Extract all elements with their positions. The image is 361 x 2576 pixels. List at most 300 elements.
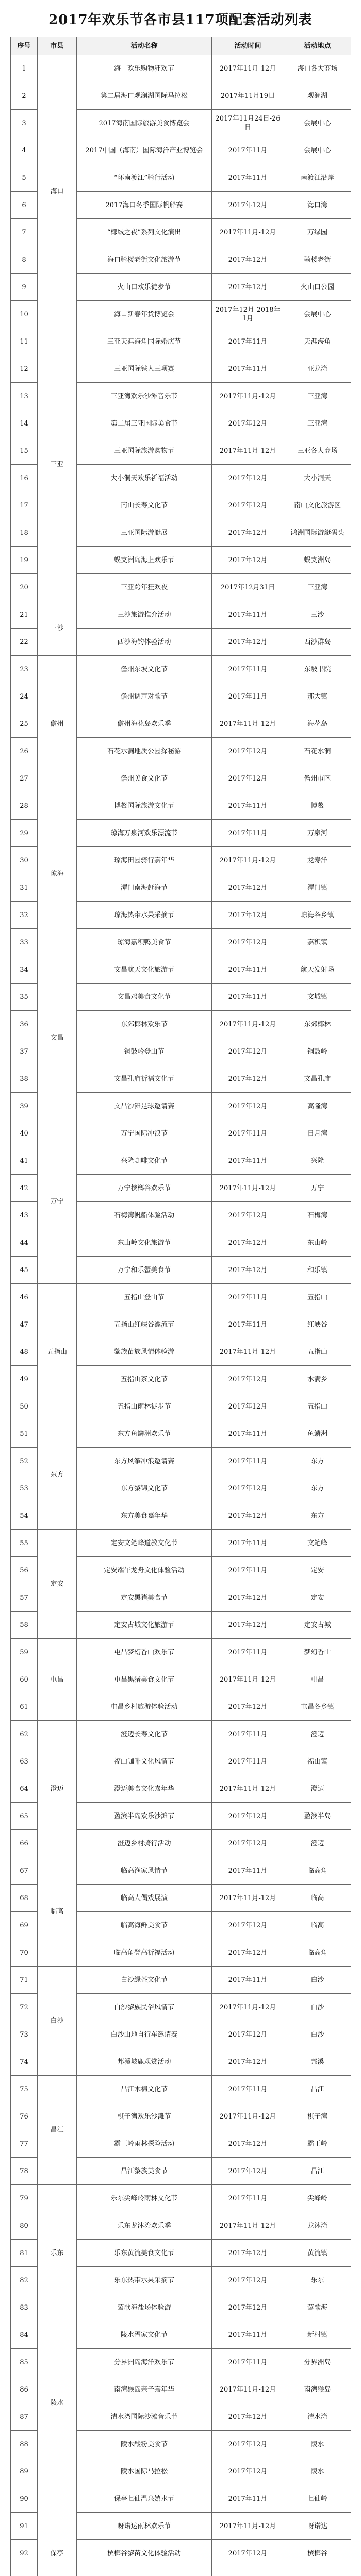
cell-no: 86 [11, 2376, 38, 2403]
cell-time: 2017年11月 [212, 2349, 284, 2376]
cell-name: 万宁槟榔谷欢乐节 [77, 1175, 212, 1202]
cell-place: 五指山 [284, 1338, 351, 1366]
cell-time: 2017年12月 [212, 1803, 284, 1830]
cell-time: 2017年11月 [212, 601, 284, 629]
cell-place: 澄迈 [284, 1721, 351, 1748]
cell-name: 邦溪坡鹿观赏活动 [77, 2048, 212, 2076]
cell-no: 2 [11, 82, 38, 110]
cell-name: 三亚天涯海角国际婚庆节 [77, 328, 212, 355]
cell-no: 75 [11, 2076, 38, 2103]
cell-no: 21 [11, 601, 38, 629]
cell-place: 莺歌海 [284, 2294, 351, 2321]
cell-name: 南山长寿文化节 [77, 492, 212, 519]
cell-name: 文昌航天文化旅游节 [77, 956, 212, 984]
cell-place: 文昌孔庙 [284, 1065, 351, 1093]
cell-name: 琼海热带水果采摘节 [77, 902, 212, 929]
cell-place: 五指山 [284, 1284, 351, 1311]
cell-no: 18 [11, 519, 38, 547]
cell-name: 东方黎锦文化节 [77, 1475, 212, 1502]
cell-name: 屯昌梦幻香山欢乐节 [77, 1639, 212, 1666]
cell-time: 2017年12月 [212, 274, 284, 301]
cell-place: 会展中心 [284, 137, 351, 164]
cell-place: 会展中心 [284, 110, 351, 137]
cell-no: 49 [11, 1366, 38, 1393]
cell-no: 66 [11, 1830, 38, 1857]
cell-city: 屯昌 [38, 1639, 77, 1721]
cell-place: 盈滨半岛 [284, 1803, 351, 1830]
cell-no: 76 [11, 2103, 38, 2130]
cell-no: 29 [11, 820, 38, 847]
cell-no: 89 [11, 2458, 38, 2485]
cell-name: 乐东尖峰岭雨林文化节 [77, 2185, 212, 2212]
header-place: 活动地点 [284, 37, 351, 55]
cell-place: 黄流镇 [284, 2240, 351, 2267]
cell-place: 三沙 [284, 601, 351, 629]
cell-no: 83 [11, 2294, 38, 2321]
cell-name: 临高人偶戏展演 [77, 1885, 212, 1912]
cell-name: 屯昌黑猪美食文化节 [77, 1666, 212, 1693]
cell-time: 2017年12月 [212, 1939, 284, 1967]
cell-time: 2017年12月 [212, 1202, 284, 1229]
cell-no: 64 [11, 1775, 38, 1803]
cell-name: 澄迈乡村骑行活动 [77, 1830, 212, 1857]
cell-name: 海口欢乐购物狂欢节 [77, 55, 212, 82]
cell-name: 儋州调声对歌节 [77, 683, 212, 710]
cell-time: 2017年11月 [212, 2321, 284, 2349]
cell-time: 2017年11月 [212, 1857, 284, 1885]
cell-place: 博鳌 [284, 792, 351, 820]
cell-name: 陵水国际马拉松 [77, 2458, 212, 2485]
cell-name: 大小洞天欢乐祈福活动 [77, 465, 212, 492]
cell-city: 白沙 [38, 1967, 77, 2076]
cell-name: 蜈支洲岛海上欢乐节 [77, 547, 212, 574]
cell-time: 2017年12月 [212, 519, 284, 547]
cell-name: 第二届海口观澜湖国际马拉松 [77, 82, 212, 110]
cell-no: 38 [11, 1065, 38, 1093]
cell-no: 6 [11, 192, 38, 219]
cell-name: 定安文笔峰道教文化节 [77, 1530, 212, 1557]
cell-place: 白沙 [284, 1967, 351, 1994]
cell-place: 亚龙湾 [284, 355, 351, 383]
cell-place: 陵水 [284, 2431, 351, 2458]
cell-time: 2017年12月 [212, 1038, 284, 1065]
cell-no: 79 [11, 2185, 38, 2212]
cell-name: 文昌孔庙祈福文化节 [77, 1065, 212, 1093]
cell-time: 2017年11月 [212, 355, 284, 383]
table-row [11, 328, 351, 355]
cell-no: 42 [11, 1175, 38, 1202]
cell-city: 东方 [38, 1420, 77, 1530]
cell-no: 48 [11, 1338, 38, 1366]
cell-place: 石花水洞 [284, 738, 351, 765]
cell-time: 2017年11月-12月 [212, 2103, 284, 2130]
cell-place: 澄迈 [284, 1775, 351, 1803]
cell-no: 67 [11, 1857, 38, 1885]
cell-time: 2017年12月 [212, 1093, 284, 1120]
cell-time: 2017年11月 [212, 1967, 284, 1994]
cell-place: 日月湾 [284, 1120, 351, 1147]
cell-no: 59 [11, 1639, 38, 1666]
cell-no: 47 [11, 1311, 38, 1338]
cell-time: 2017年11月 [212, 164, 284, 192]
cell-time: 2017年11月 [212, 2076, 284, 2103]
cell-time: 2017年12月 [212, 629, 284, 656]
cell-name: 分界洲岛海洋欢乐节 [77, 2349, 212, 2376]
cell-no: 90 [11, 2485, 38, 2513]
cell-name: 东山岭文化旅游节 [77, 1229, 212, 1257]
cell-no: 10 [11, 301, 38, 328]
cell-place: 骑楼老街 [284, 246, 351, 274]
cell-time: 2017年12月 [212, 2021, 284, 2048]
cell-time: 2017年11月 [212, 137, 284, 164]
cell-time: 2017年12月 [212, 2294, 284, 2321]
cell-time: 2017年12月 [212, 2403, 284, 2431]
cell-name: 南湾猴岛亲子嘉年华 [77, 2376, 212, 2403]
cell-city: 三亚 [38, 328, 77, 601]
cell-place: 南渡江沿岸 [284, 164, 351, 192]
cell-no: 28 [11, 792, 38, 820]
cell-time: 2017年11月-12月 [212, 847, 284, 874]
cell-time: 2017年11月 [212, 984, 284, 1011]
cell-no: 61 [11, 1693, 38, 1721]
cell-no: 20 [11, 574, 38, 601]
cell-name: 博鳌国际旅游文化节 [77, 792, 212, 820]
cell-time: 2017年11月 [212, 656, 284, 683]
cell-name: 琼海田园骑行嘉年华 [77, 847, 212, 874]
cell-no: 91 [11, 2513, 38, 2540]
cell-time: 2017年11月24日-26日 [212, 110, 284, 137]
cell-name: 琼海嘉积鸭美食节 [77, 929, 212, 956]
cell-time: 2017年11月-12月 [212, 219, 284, 246]
cell-place: 大小洞天 [284, 465, 351, 492]
cell-place: 五指山 [284, 1393, 351, 1420]
table-row [11, 1967, 351, 1994]
cell-no: 3 [11, 110, 38, 137]
cell-time: 2017年12月 [212, 492, 284, 519]
cell-name: 五指山雨林徒步节 [77, 1393, 212, 1420]
cell-name: 2017中国（海南）国际海洋产业博览会 [77, 137, 212, 164]
cell-no: 35 [11, 984, 38, 1011]
cell-time [212, 2567, 284, 2576]
cell-name: 东郊椰林欢乐节 [77, 1011, 212, 1038]
cell-name: “椰城之夜”系列文化演出 [77, 219, 212, 246]
cell-time: 2017年12月 [212, 2240, 284, 2267]
cell-no: 69 [11, 1912, 38, 1939]
cell-time: 2017年11月-12月 [212, 437, 284, 465]
cell-time: 2017年11月 [212, 1448, 284, 1475]
cell-city: 保亭 [38, 2485, 77, 2576]
cell-time: 2017年11月 [212, 1147, 284, 1175]
cell-name: 三亚跨年狂欢夜 [77, 574, 212, 601]
cell-no: 56 [11, 1557, 38, 1584]
cell-name: 陵水疍家文化节 [77, 2321, 212, 2349]
cell-place: 东山岭 [284, 1229, 351, 1257]
cell-city: 儋州 [38, 656, 77, 792]
table-row [11, 1420, 351, 1448]
cell-place: 龙寿洋 [284, 847, 351, 874]
table-row [11, 656, 351, 683]
cell-time: 2017年11月 [212, 956, 284, 984]
cell-name: 乐东热带水果采摘节 [77, 2267, 212, 2294]
cell-time: 2017年11月 [212, 2485, 284, 2513]
cell-no: 78 [11, 2158, 38, 2185]
cell-time: 2017年11月 [212, 328, 284, 355]
cell-name: 乐东龙沐湾欢乐季 [77, 2212, 212, 2240]
cell-no: 37 [11, 1038, 38, 1065]
cell-time: 2017年12月 [212, 2431, 284, 2458]
cell-place: 临高角 [284, 1939, 351, 1967]
cell-name: 火山口欢乐徒步节 [77, 274, 212, 301]
cell-time: 2017年12月 [212, 1830, 284, 1857]
cell-city: 五指山 [38, 1284, 77, 1420]
cell-time: 2017年12月 [212, 1229, 284, 1257]
cell-time: 2017年11月-12月 [212, 1175, 284, 1202]
cell-name: 文昌鸡美食文化节 [77, 984, 212, 1011]
cell-no: 72 [11, 1994, 38, 2021]
cell-time: 2017年12月 [212, 1065, 284, 1093]
cell-time: 2017年12月 [212, 1393, 284, 1420]
cell-no: 52 [11, 1448, 38, 1475]
cell-time: 2017年12月 [212, 2540, 284, 2567]
cell-no: 36 [11, 1011, 38, 1038]
cell-place: 乐东 [284, 2267, 351, 2294]
cell-time: 2017年12月 [212, 929, 284, 956]
cell-place: 三亚湾 [284, 383, 351, 410]
cell-no: 30 [11, 847, 38, 874]
cell-name: 陵水酸粉美食节 [77, 2431, 212, 2458]
cell-place: 屯昌各乡镇 [284, 1693, 351, 1721]
cell-no: 57 [11, 1584, 38, 1612]
cell-time: 2017年11月 [212, 792, 284, 820]
cell-time: 2017年11月 [212, 1284, 284, 1311]
cell-place: 三亚湾 [284, 410, 351, 437]
cell-city: 琼海 [38, 792, 77, 956]
cell-place: 三亚湾 [284, 574, 351, 601]
cell-name: 儋州海花岛欢乐季 [77, 710, 212, 738]
cell-place: 文笔峰 [284, 1530, 351, 1557]
cell-name: 屯昌乡村旅游体验活动 [77, 1693, 212, 1721]
cell-name: 海口新春年货博览会 [77, 301, 212, 328]
cell-time: 2017年11月-12月 [212, 383, 284, 410]
table-row [11, 1857, 351, 1885]
cell-name: 铜鼓岭登山节 [77, 1038, 212, 1065]
cell-no: 50 [11, 1393, 38, 1420]
cell-no: 24 [11, 683, 38, 710]
cell-name: 霸王岭雨林探险活动 [77, 2130, 212, 2158]
cell-no: 17 [11, 492, 38, 519]
cell-time: 2017年11月 [212, 1557, 284, 1584]
cell-no: 7 [11, 219, 38, 246]
cell-name: 东方美食嘉年华 [77, 1502, 212, 1530]
cell-no: 92 [11, 2540, 38, 2567]
cell-no: 4 [11, 137, 38, 164]
table-row [11, 2076, 351, 2103]
cell-name: 乐东黄流美食文化节 [77, 2240, 212, 2267]
cell-no: 9 [11, 274, 38, 301]
cell-time: 2017年12月 [212, 2267, 284, 2294]
cell-place: 琼海各乡镇 [284, 902, 351, 929]
cell-time: 2017年11月-12月 [212, 1666, 284, 1693]
cell-name: 潭门南海赶海节 [77, 874, 212, 902]
cell-no: 88 [11, 2431, 38, 2458]
header-city: 市县 [38, 37, 77, 55]
cell-time: 2017年12月 [212, 1612, 284, 1639]
cell-no: 81 [11, 2240, 38, 2267]
table-row [11, 2321, 351, 2349]
table-row [11, 2485, 351, 2513]
cell-time: 2017年11月 [212, 820, 284, 847]
cell-time: 2017年11月-12月 [212, 2513, 284, 2540]
cell-no: 70 [11, 1939, 38, 1967]
cell-place: 霸王岭 [284, 2130, 351, 2158]
cell-time: 2017年12月 [212, 410, 284, 437]
table-row [11, 1530, 351, 1557]
cell-no: 51 [11, 1420, 38, 1448]
cell-city: 万宁 [38, 1120, 77, 1284]
cell-place: 东坡书院 [284, 656, 351, 683]
cell-name: 三亚国际游艇展 [77, 519, 212, 547]
cell-place: 清水湾 [284, 2403, 351, 2431]
cell-time: 2017年12月 [212, 2158, 284, 2185]
cell-time: 2017年12月 [212, 1366, 284, 1393]
cell-place: 文城镇 [284, 984, 351, 1011]
cell-name: 棋子湾欢乐沙滩节 [77, 2103, 212, 2130]
table-row [11, 1639, 351, 1666]
cell-place: 临高 [284, 1912, 351, 1939]
cell-place: 鱼鳞洲 [284, 1420, 351, 1448]
cell-place: 那大镇 [284, 683, 351, 710]
cell-name: 清水湾国际沙滩音乐节 [77, 2403, 212, 2431]
cell-name: 福山咖啡文化风情节 [77, 1748, 212, 1775]
cell-place: 定安 [284, 1557, 351, 1584]
cell-name: 五指山红峡谷漂流节 [77, 1311, 212, 1338]
cell-place: 屯昌 [284, 1666, 351, 1693]
cell-time: 2017年12月 [212, 246, 284, 274]
cell-no: 74 [11, 2048, 38, 2076]
cell-place: 南湾猴岛 [284, 2376, 351, 2403]
cell-name: 万宁国际冲浪节 [77, 1120, 212, 1147]
cell-city: 昌江 [38, 2076, 77, 2185]
cell-no: 25 [11, 710, 38, 738]
cell-place: 白沙 [284, 1994, 351, 2021]
cell-time: 2017年12月 [212, 738, 284, 765]
cell-time: 2017年11月-12月 [212, 55, 284, 82]
cell-no: 45 [11, 1257, 38, 1284]
cell-time: 2017年11月 [212, 1639, 284, 1666]
cell-city: 临高 [38, 1857, 77, 1967]
cell-name: 白沙山地自行车邀请赛 [77, 2021, 212, 2048]
table-row [11, 2185, 351, 2212]
cell-no: 87 [11, 2403, 38, 2431]
cell-place: 和乐镇 [284, 1257, 351, 1284]
cell-time: 2017年12月 [212, 2130, 284, 2158]
cell-name: 三沙旅游推介活动 [77, 601, 212, 629]
cell-place: 蜈支洲岛 [284, 547, 351, 574]
cell-city: 陵水 [38, 2321, 77, 2485]
cell-name: 定安端午龙舟文化体验活动 [77, 1557, 212, 1584]
cell-city: 海口 [38, 55, 77, 328]
cell-place: 澄迈 [284, 1830, 351, 1857]
cell-no: 19 [11, 547, 38, 574]
cell-time: 2017年11月 [212, 1530, 284, 1557]
cell-place: 儋州市区 [284, 765, 351, 792]
cell-no: 11 [11, 328, 38, 355]
cell-place: 红峡谷 [284, 1311, 351, 1338]
cell-place: 海花岛 [284, 710, 351, 738]
header-name: 活动名称 [77, 37, 212, 55]
cell-place: 天涯海角 [284, 328, 351, 355]
cell-no: 65 [11, 1803, 38, 1830]
cell-place: 航天发射场 [284, 956, 351, 984]
cell-name: 澄迈美食文化嘉年华 [77, 1775, 212, 1803]
cell-no: 55 [11, 1530, 38, 1557]
cell-time: 2017年11月 [212, 1120, 284, 1147]
cell-name [77, 2567, 212, 2576]
cell-name: 五指山登山节 [77, 1284, 212, 1311]
cell-name: 五指山茶文化节 [77, 1366, 212, 1393]
cell-no: 60 [11, 1666, 38, 1693]
cell-time: 2017年11月-12月 [212, 2212, 284, 2240]
cell-time: 2017年11月 [212, 1311, 284, 1338]
cell-no: 62 [11, 1721, 38, 1748]
cell-no: 15 [11, 437, 38, 465]
table-body [11, 55, 351, 2576]
cell-no: 31 [11, 874, 38, 902]
cell-place: 火山口公园 [284, 274, 351, 301]
cell-name: 三亚湾欢乐沙滩音乐节 [77, 383, 212, 410]
cell-name: 槟榔谷黎苗文化体验活动 [77, 2540, 212, 2567]
cell-no: 5 [11, 164, 38, 192]
cell-no: 32 [11, 902, 38, 929]
cell-place: 棋子湾 [284, 2103, 351, 2130]
cell-time: 2017年12月 [212, 902, 284, 929]
cell-city: 定安 [38, 1530, 77, 1639]
table-row [11, 601, 351, 629]
cell-time: 2017年12月 [212, 1502, 284, 1530]
cell-place: 海口湾 [284, 192, 351, 219]
cell-name: 石花水洞地质公园探秘游 [77, 738, 212, 765]
cell-no: 84 [11, 2321, 38, 2349]
cell-no: 8 [11, 246, 38, 274]
cell-time: 2017年12月 [212, 192, 284, 219]
cell-no: 41 [11, 1147, 38, 1175]
cell-no: 68 [11, 1885, 38, 1912]
cell-name: 东方风筝冲浪邀请赛 [77, 1448, 212, 1475]
cell-place: 七仙岭 [284, 2485, 351, 2513]
cell-place: 会展中心 [284, 301, 351, 328]
cell-name: 莺歌海盐场体验游 [77, 2294, 212, 2321]
cell-name: 临高渔家风情节 [77, 1857, 212, 1885]
cell-name: 临高角登高祈福活动 [77, 1939, 212, 1967]
cell-place: 新村镇 [284, 2321, 351, 2349]
cell-name: 万宁和乐蟹美食节 [77, 1257, 212, 1284]
cell-place: 东方 [284, 1502, 351, 1530]
cell-time: 2017年11月 [212, 1748, 284, 1775]
cell-place: 潭门镇 [284, 874, 351, 902]
cell-name: 黎族苗族风情体验游 [77, 1338, 212, 1366]
cell-name: 昌江木棉文化节 [77, 2076, 212, 2103]
cell-name: 白沙绿茶文化节 [77, 1967, 212, 1994]
cell-place: 铜鼓岭 [284, 1038, 351, 1065]
cell-place: 鸿洲国际游艇码头 [284, 519, 351, 547]
cell-place: 万绿园 [284, 219, 351, 246]
cell-time: 2017年12月 [212, 2458, 284, 2485]
cell-time: 2017年12月 [212, 465, 284, 492]
cell-place [284, 2567, 351, 2576]
cell-no: 80 [11, 2212, 38, 2240]
cell-time: 2017年12月 [212, 547, 284, 574]
cell-place: 尖峰岭 [284, 2185, 351, 2212]
